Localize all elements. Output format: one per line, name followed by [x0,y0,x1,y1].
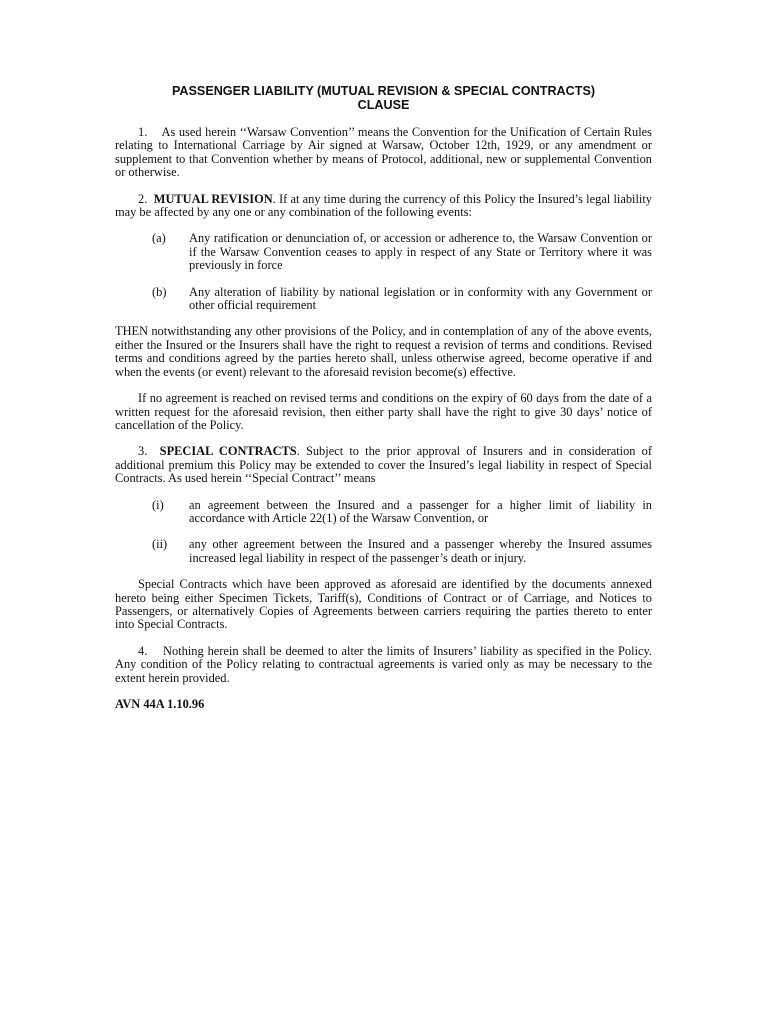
mutual-revision-heading: MUTUAL REVISION [153,191,273,206]
paragraph-4-text: Nothing herein shall be deemed to alter the limits of Insurers’ liability as specified in the Policy. Any condition of the Policy relating to contractual agreements is varied only as may be necessary to the extent herein provided. [115,643,652,685]
paragraph-2 [115,193,652,220]
list-item-i-text: an agreement between the Insured and a passenger for a higher limit of liability in accordance with Article 22(1) of the Warsaw Convention, or [189,497,652,525]
list-item-a-text: Any ratification or denunciation of, or accession or adherence to, the Warsaw Convention or if the Warsaw Convention ceases to apply in respect of any State or Territory where it was previously in force [189,231,652,273]
list-item-b [115,286,652,313]
list-marker-b: (b) [152,284,167,299]
paragraph-1-text: As used herein ‘‘Warsaw Convention’’ means the Convention for the Unification of Certain Rules relating to International Carriage by Air signed at Warsaw, October 12th, 1929, or any amendment or supplement to that Convention whether by means of Protocol, additional, new or supplemental Convention or otherwise. [115,125,653,180]
paragraph-1 [115,126,652,180]
paragraph-2-text: . If at any time during the currency of this Policy the Insured’s legal liability may be affected by any one or any combination of the following events: [115,191,652,220]
title-line-1: PASSENGER LIABILITY (MUTUAL REVISION & SPECIAL CONTRACTS) [171,84,596,98]
special-contracts-paragraph: Special Contracts which have been approved as aforesaid are identified by the documents annexed hereto being either Specimen Tickets, Tariff(s), Conditions of Contract or of Carriage, and Notices to Passengers, or alternatively Copies of Agreements between carriers requiring the parties thereto to enter into Special Contracts. [115,577,652,632]
no-agreement-paragraph: If no agreement is reached on revised terms and conditions on the expiry of 60 days from the date of a written request for the aforesaid revision, then either party shall have the right to give 30 days’ notice of cancellation of the Policy. [115,391,652,432]
document-page [115,84,652,711]
special-contracts-heading: SPECIAL CONTRACTS [159,444,297,459]
list-marker-a: (a) [152,231,166,246]
paragraph-4 [115,645,652,685]
paragraph-3 [115,445,652,485]
list-item-i [115,499,652,526]
list-item-b-text: Any alteration of liability by national legislation or in conformity with any Government or other official requirement [189,284,652,313]
paragraph-3-text: . Subject to the prior approval of Insurers and in consideration of additional premium this Policy may be extended to cover the Insured’s legal liability in respect of Special Contracts. As used herein ‘‘Special Contract’’ means [115,444,653,486]
paragraph-1-number: 1. [138,125,148,139]
list-marker-ii: (ii) [152,537,168,552]
then-paragraph: THEN notwithstanding any other provisions of the Policy, and in contemplation of any of the above events, either the Insured or the Insurers shall have the right to request a revision of terms and conditions. Revised terms and conditions agreed by the parties hereto shall, unless otherwise agreed, become operative if and when the events (or event) relevant to the aforesaid revision become(s) effective. [115,324,652,379]
title-line-2: CLAUSE [357,98,410,112]
list-item-ii-text: any other agreement between the Insured and a passenger whereby the Insured assumes increased legal liability in respect of the passenger’s death or injury. [189,537,652,565]
paragraph-3-number: 3. [138,444,148,459]
list-item-a [115,232,652,272]
list-item-ii [115,538,652,565]
clause-reference-code: AVN 44A 1.10.96 [115,697,205,711]
paragraph-4-number: 4. [138,643,148,658]
list-marker-i: (i) [152,497,164,512]
paragraph-2-number: 2. [138,191,148,206]
page-title [115,84,652,112]
